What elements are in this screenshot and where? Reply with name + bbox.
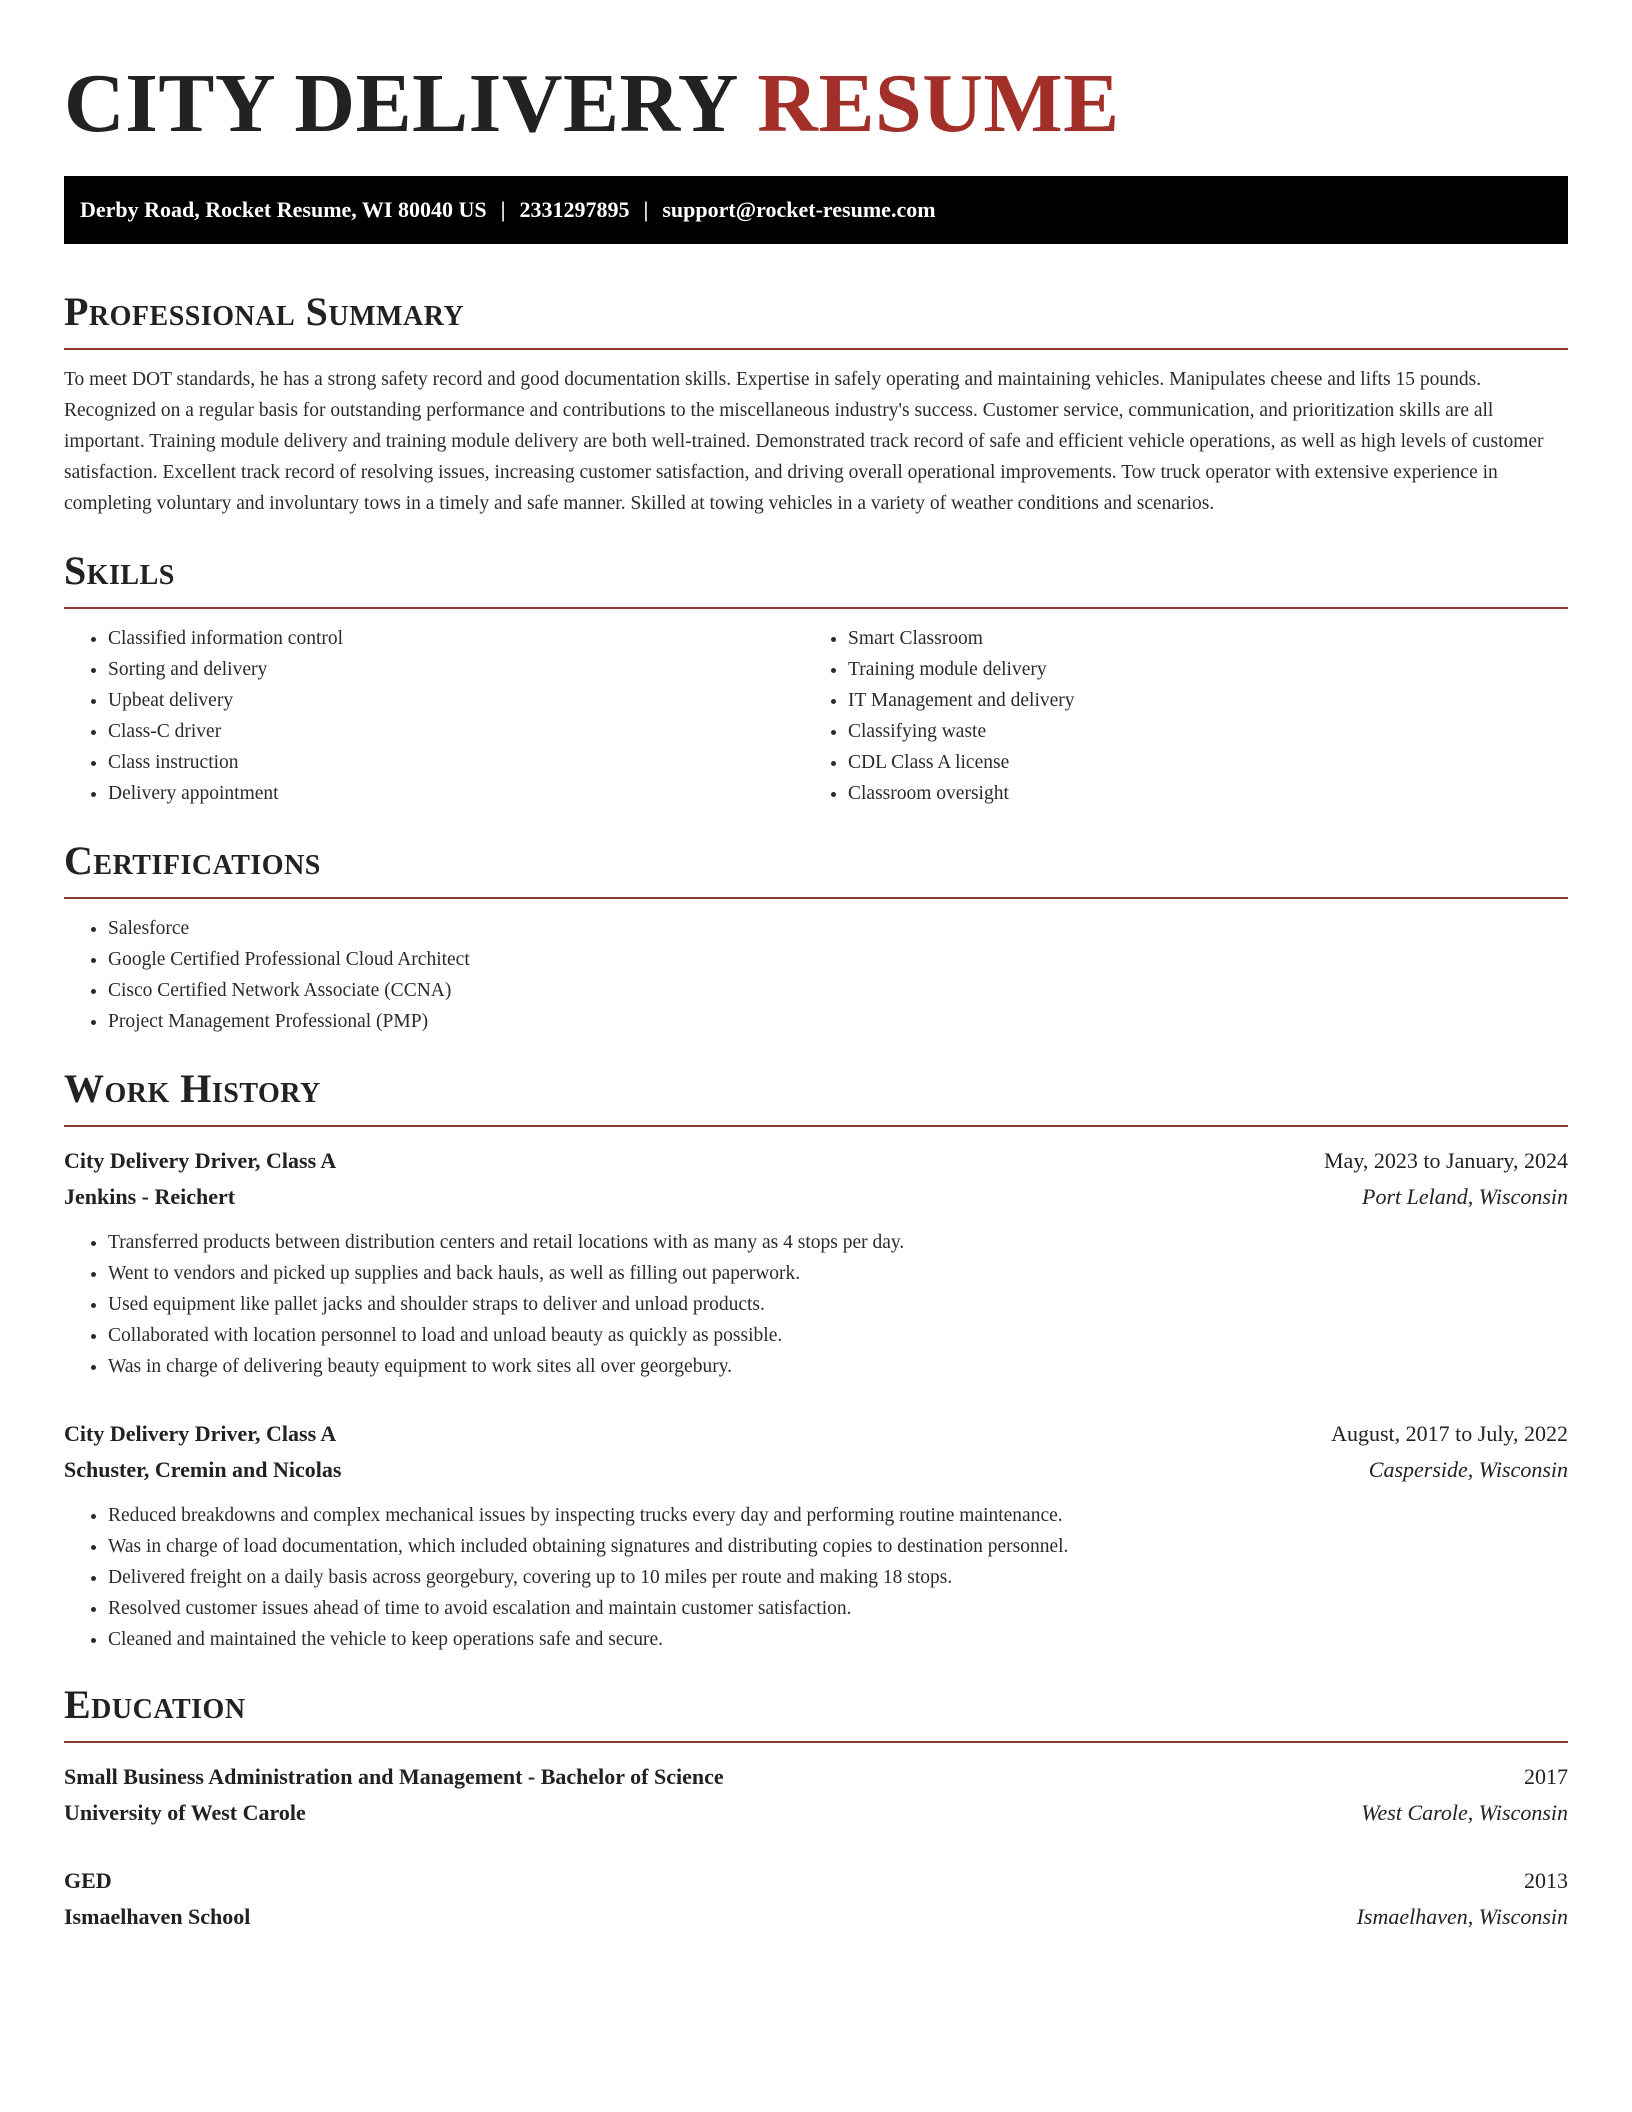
skill-item: • Sorting and delivery [108, 654, 804, 685]
job-bullet: • Cleaned and maintained the vehicle to keep operations safe and secure. [108, 1624, 1568, 1655]
certification-item: • Salesforce [108, 913, 1568, 944]
title-name-part1: CITY DELIVERY [64, 57, 736, 150]
job-subheader [64, 1179, 1568, 1215]
contact-address: Derby Road, Rocket Resume, WI 80040 US [80, 197, 487, 222]
certifications-list [64, 913, 1568, 1037]
certification-item: • Project Management Professional (PMP) [108, 1006, 1568, 1037]
skill-item: • Upbeat delivery [108, 685, 804, 716]
section-divider [64, 348, 1568, 350]
education-entry [64, 1759, 1568, 1831]
skill-item: • CDL Class A license [848, 747, 1544, 778]
contact-bar [64, 176, 1568, 244]
job-location: Casperside, Wisconsin [1368, 1457, 1568, 1482]
skill-item: • Class-C driver [108, 716, 804, 747]
title-name-part2: RESUME [757, 57, 1120, 150]
skill-item: • Classified information control [108, 623, 804, 654]
education-year: 2013 [1524, 1868, 1568, 1893]
education-subheader [64, 1795, 1568, 1831]
education-location: Ismaelhaven, Wisconsin [1356, 1904, 1568, 1929]
summary-section [64, 288, 1568, 519]
job-bullet: • Went to vendors and picked up supplies and back hauls, as well as filling out paperwork. [108, 1258, 1568, 1289]
section-divider [64, 897, 1568, 899]
section-heading-summary: Professional Summary [64, 289, 465, 334]
job-header [64, 1416, 1568, 1452]
job-company: Schuster, Cremin and Nicolas [64, 1457, 342, 1482]
education-degree: Small Business Administration and Management - Bachelor of Science [64, 1764, 724, 1789]
job-company: Jenkins - Reichert [64, 1184, 236, 1209]
skill-item: • Class instruction [108, 747, 804, 778]
skills-list-left [64, 623, 804, 809]
contact-separator: | [500, 197, 506, 222]
education-year: 2017 [1524, 1764, 1568, 1789]
skill-item: • Delivery appointment [108, 778, 804, 809]
section-heading-work-history: Work History [64, 1066, 321, 1111]
job-bullet: • Used equipment like pallet jacks and shoulder straps to deliver and unload products. [108, 1289, 1568, 1320]
education-subheader [64, 1899, 1568, 1935]
section-divider [64, 1741, 1568, 1743]
skills-column-left [64, 609, 804, 809]
job-dates: May, 2023 to January, 2024 [1324, 1148, 1568, 1173]
job-entry [64, 1416, 1568, 1655]
job-subheader [64, 1452, 1568, 1488]
contact-email: support@rocket-resume.com [662, 197, 936, 222]
skill-item: • Classroom oversight [848, 778, 1544, 809]
section-heading-skills: Skills [64, 548, 175, 593]
education-header [64, 1863, 1568, 1899]
contact-phone: 2331297895 [519, 197, 630, 222]
job-bullet: • Resolved customer issues ahead of time to avoid escalation and maintain customer satisfaction. [108, 1593, 1568, 1624]
skills-section [64, 547, 1568, 809]
job-bullet: • Was in charge of load documentation, which included obtaining signatures and distributing copies to destination personnel. [108, 1531, 1568, 1562]
job-dates: August, 2017 to July, 2022 [1331, 1421, 1568, 1446]
skill-item: • Classifying waste [848, 716, 1544, 747]
summary-text: To meet DOT standards, he has a strong safety record and good documentation skills. Expertise in safely operating and maintaining vehicles. Manipulates cheese and lifts 15 pounds. Recognized on a regular basis for outstanding performance and contributions to the miscellaneous industry's success. Customer service, communication, and prioritization skills are all important. Training module delivery and training module delivery are both well-trained. Demonstrated track record of safe and efficient vehicle operations, as well as high levels of customer satisfaction. Excellent track record of resolving issues, increasing customer satisfaction, and driving overall operational improvements. Tow truck operator with extensive experience in completing voluntary and involuntary tows in a timely and safe manner. Skilled at towing vehicles in a variety of weather conditions and scenarios. [64, 369, 1544, 514]
job-title: City Delivery Driver, Class A [64, 1148, 337, 1173]
education-location: West Carole, Wisconsin [1361, 1800, 1568, 1825]
skill-item: • Training module delivery [848, 654, 1544, 685]
education-school: Ismaelhaven School [64, 1904, 251, 1929]
skills-list-right [804, 623, 1544, 809]
work-history-section [64, 1065, 1568, 1655]
job-bullet: • Reduced breakdowns and complex mechanical issues by inspecting trucks every day and performing routine maintenance. [108, 1500, 1568, 1531]
job-location: Port Leland, Wisconsin [1362, 1184, 1568, 1209]
education-section [64, 1681, 1568, 1935]
job-bullet: • Was in charge of delivering beauty equipment to work sites all over georgebury. [108, 1351, 1568, 1382]
education-entry [64, 1863, 1568, 1935]
job-bullets [64, 1227, 1568, 1382]
job-title: City Delivery Driver, Class A [64, 1421, 337, 1446]
job-bullet: • Delivered freight on a daily basis across georgebury, covering up to 10 miles per route and making 18 stops. [108, 1562, 1568, 1593]
certifications-section [64, 837, 1568, 1037]
skills-column-right [804, 609, 1544, 809]
skills-grid [64, 609, 1568, 809]
job-entry [64, 1143, 1568, 1382]
section-heading-education: Education [64, 1682, 246, 1727]
skill-item: • Smart Classroom [848, 623, 1544, 654]
resume-title [64, 0, 1568, 176]
skill-item: • IT Management and delivery [848, 685, 1544, 716]
job-bullet: • Transferred products between distribution centers and retail locations with as many as 4 stops per day. [108, 1227, 1568, 1258]
contact-separator: | [643, 197, 649, 222]
section-heading-certifications: Certifications [64, 838, 321, 883]
section-divider [64, 1125, 1568, 1127]
certification-item: • Google Certified Professional Cloud Architect [108, 944, 1568, 975]
education-degree: GED [64, 1868, 112, 1893]
education-header [64, 1759, 1568, 1795]
job-bullets [64, 1500, 1568, 1655]
job-bullet: • Collaborated with location personnel to load and unload beauty as quickly as possible. [108, 1320, 1568, 1351]
certification-item: • Cisco Certified Network Associate (CCNA) [108, 975, 1568, 1006]
job-header [64, 1143, 1568, 1179]
education-school: University of West Carole [64, 1800, 306, 1825]
